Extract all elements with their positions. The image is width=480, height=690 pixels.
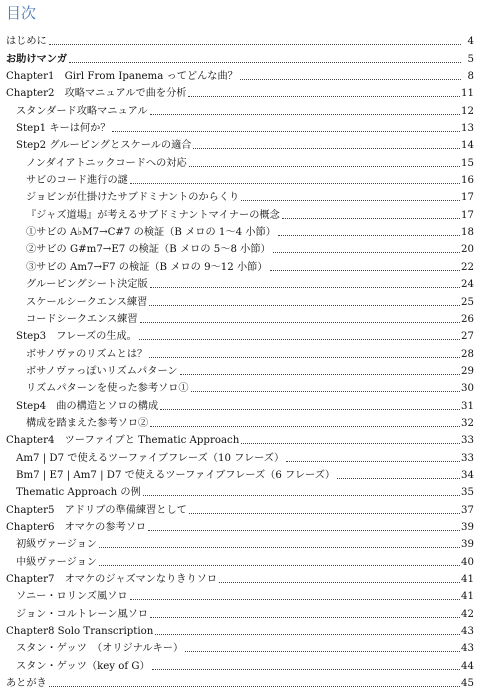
toc-entry[interactable] [0,603,480,620]
toc-entry-page-number: 26 [461,313,474,325]
dot-leader [278,234,460,236]
dot-leader [337,477,460,479]
toc-entry-page-number: 4 [467,36,474,48]
toc-entry-page-number: 8 [467,71,474,83]
dot-leader [149,356,460,358]
toc-entry-title: 中級ヴァージョン [16,556,97,568]
dot-leader [180,373,460,375]
toc-list [0,31,480,690]
dot-leader [155,633,460,635]
toc-entry-page-number: 17 [461,209,474,221]
dot-leader [148,529,460,531]
toc-entry-page-number: 32 [461,417,474,429]
toc-entry-title: ノンダイアトニックコードへの対応 [26,157,187,169]
toc-entry[interactable] [0,534,480,551]
dot-leader [99,564,460,566]
toc-entry-page-number: 37 [461,504,474,516]
dot-leader [193,147,460,149]
toc-entry[interactable] [0,378,480,395]
toc-entry-page-number: 27 [461,331,474,343]
toc-entry[interactable] [0,66,480,83]
dot-leader [189,165,460,167]
toc-entry[interactable] [0,673,480,690]
toc-entry[interactable] [0,430,480,447]
toc-entry-title: Step2 グルーピングとスケールの適合 [16,140,192,152]
dot-leader [241,199,460,201]
dot-leader [270,269,461,271]
toc-entry-title: Chapter8 Solo Transcription [6,626,154,638]
toc-entry[interactable] [0,361,480,378]
dot-leader [188,95,460,97]
toc-entry-page-number: 43 [461,626,474,638]
toc-entry-title: サビのコード進行の謎 [26,175,128,187]
toc-entry-title: Chapter6 オマケの参考ソロ [6,521,147,533]
dot-leader [139,338,460,340]
toc-entry-page-number: 39 [461,539,474,551]
toc-entry[interactable] [0,170,480,187]
toc-entry-page-number: 33 [461,435,474,447]
toc-entry-title: 『ジャズ道場』が考えるサブドミナントマイナーの概念 [26,209,280,221]
toc-entry-title: Chapter2 攻略マニュアルで曲を分析 [6,88,187,100]
toc-entry-title: Step1 キーは何か？ [16,123,111,135]
toc-entry-page-number: 5 [467,53,474,65]
dot-leader [140,321,460,323]
toc-entry-page-number: 35 [461,487,474,499]
dot-leader [150,113,460,115]
toc-entry[interactable] [0,222,480,239]
toc-entry-page-number: 20 [461,244,474,256]
dot-leader [219,581,460,583]
toc-entry-page-number: 43 [461,643,474,655]
toc-entry[interactable] [0,517,480,534]
dot-leader [152,668,460,670]
toc-entry[interactable] [0,655,480,672]
toc-entry[interactable] [0,413,480,430]
toc-entry-page-number: 22 [461,261,474,273]
toc-entry-title: スケールシークエンス練習 [26,296,148,308]
dot-leader [150,286,460,288]
toc-entry[interactable] [0,31,480,48]
toc-entry[interactable] [0,586,480,603]
toc-entry-title: グルーピングシート決定版 [26,279,148,291]
toc-entry-page-number: 34 [461,469,474,481]
toc-entry[interactable] [0,465,480,482]
toc-title: 目次 [6,4,37,22]
toc-entry[interactable] [0,395,480,412]
toc-entry-page-number: 40 [461,556,474,568]
toc-entry-title: Chapter4 ツーファイブと Thematic Approach [6,435,240,447]
toc-entry[interactable] [0,187,480,204]
dot-leader [191,390,460,392]
toc-entry[interactable] [0,482,480,499]
toc-entry-page-number: 45 [461,678,474,690]
dot-leader [150,425,460,427]
dot-leader [99,546,460,548]
toc-entry[interactable] [0,83,480,100]
toc-entry-title: Chapter5 アドリブの準備練習として [6,504,187,516]
toc-entry[interactable] [0,621,480,638]
dot-leader [143,494,460,496]
dot-leader [149,304,460,306]
toc-entry-title: あとがき [6,678,47,690]
dot-leader [112,130,460,132]
toc-entry[interactable] [0,48,480,65]
toc-entry-title: スタン・ゲッツ （オリジナルキー） [16,643,184,655]
toc-entry-title: Chapter7 オマケのジャズマンなりきりソロ [6,574,218,585]
toc-entry-page-number: 31 [461,400,474,412]
toc-entry[interactable] [0,447,480,464]
dot-leader [185,650,460,652]
toc-entry-title: Chapter1 Girl From Ipanema ってどんな曲？ [6,71,238,83]
toc-entry-page-number: 14 [461,140,474,152]
toc-entry-title: ②サビの G#m7→E7 の検証（B メロの 5～8 小節） [26,244,271,256]
toc-entry-title: ジョビンが仕掛けたサブドミナントのからくり [26,192,240,204]
dot-leader [240,78,461,80]
dot-leader [282,217,460,219]
toc-entry-page-number: 39 [461,521,474,533]
toc-entry-title: ①サビの A♭M7→C#7 の検証（B メロの 1～4 小節） [26,227,276,239]
toc-entry-title: ボサノヴァっぽいリズムパターン [26,365,178,377]
toc-entry-page-number: 24 [461,279,474,291]
toc-entry-title: ボサノヴァのリズムとは？ [26,348,148,360]
dot-leader [286,460,460,462]
toc-entry-title: Bm7 | E7 | Am7 | D7 で使えるツーファイブフレーズ（6 フレーズ） [16,469,336,481]
toc-entry-page-number: 29 [461,365,474,377]
toc-entry-title: リズムパターンを使った参考ソロ① [26,383,189,395]
toc-entry[interactable] [0,256,480,273]
toc-entry[interactable] [0,343,480,360]
toc-entry-page-number: 13 [461,123,474,135]
toc-entry-title: お助けマンガ [6,53,68,65]
toc-entry[interactable] [0,326,480,343]
toc-entry-title: Am7 | D7 で使えるツーファイブフレーズ（10 フレーズ） [16,452,285,464]
toc-entry-page-number: 15 [461,157,474,169]
toc-entry-page-number: 17 [461,192,474,204]
toc-entry-title: スタン・ゲッツ（key of G） [16,660,150,672]
toc-entry[interactable] [0,499,480,516]
dot-leader [69,61,461,63]
toc-entry[interactable] [0,638,480,655]
toc-entry[interactable] [0,291,480,308]
toc-entry-page-number: 42 [461,608,474,620]
dot-leader [150,616,460,618]
dot-leader [273,251,460,253]
toc-entry[interactable] [0,135,480,152]
toc-entry-page-number: 33 [461,452,474,464]
toc-entry[interactable] [0,152,480,169]
toc-entry-title: ③サビの Am7→F7 の検証（B メロの 9～12 小節） [26,261,268,273]
toc-entry-page-number: 16 [461,175,474,187]
dot-leader [160,408,460,410]
toc-entry-page-number: 41 [461,591,474,603]
toc-entry-title: Thematic Approach の例 [16,487,141,499]
toc-entry-title: ソニー・ロリンズ風ソロ [16,591,128,603]
dot-leader [130,598,460,600]
toc-entry-page-number: 28 [461,348,474,360]
toc-entry[interactable] [0,204,480,221]
toc-entry-title: はじめに [6,36,47,48]
toc-entry[interactable] [0,118,480,135]
toc-entry-title: 初級ヴァージョン [16,539,97,551]
dot-leader [189,512,460,514]
toc-entry-title: コードシークエンス練習 [26,313,138,325]
toc-entry-page-number: 12 [461,105,474,117]
dot-leader [49,685,460,687]
toc-entry-page-number: 25 [461,296,474,308]
toc-entry-title: Step3 フレーズの生成。 [16,331,137,343]
toc-entry[interactable] [0,239,480,256]
dot-leader [241,442,460,444]
toc-entry[interactable] [0,551,480,568]
toc-entry-page-number: 41 [461,574,474,585]
toc-entry[interactable] [0,100,480,117]
toc-entry-page-number: 30 [461,383,474,395]
toc-entry-title: ジョン・コルトレーン風ソロ [16,608,149,620]
dot-leader [49,43,461,45]
toc-entry-title: スタンダード攻略マニュアル [16,105,148,117]
dot-leader [130,182,460,184]
toc-entry-page-number: 18 [461,227,474,239]
toc-entry-title: Step4 曲の構造とソロの構成 [16,400,159,412]
toc-entry[interactable] [0,274,480,291]
toc-entry[interactable] [0,569,480,586]
toc-entry-title: 構成を踏まえた参考ソロ② [26,417,149,429]
toc-entry-page-number: 44 [461,660,474,672]
toc-entry-page-number: 11 [461,88,474,100]
toc-entry[interactable] [0,309,480,326]
